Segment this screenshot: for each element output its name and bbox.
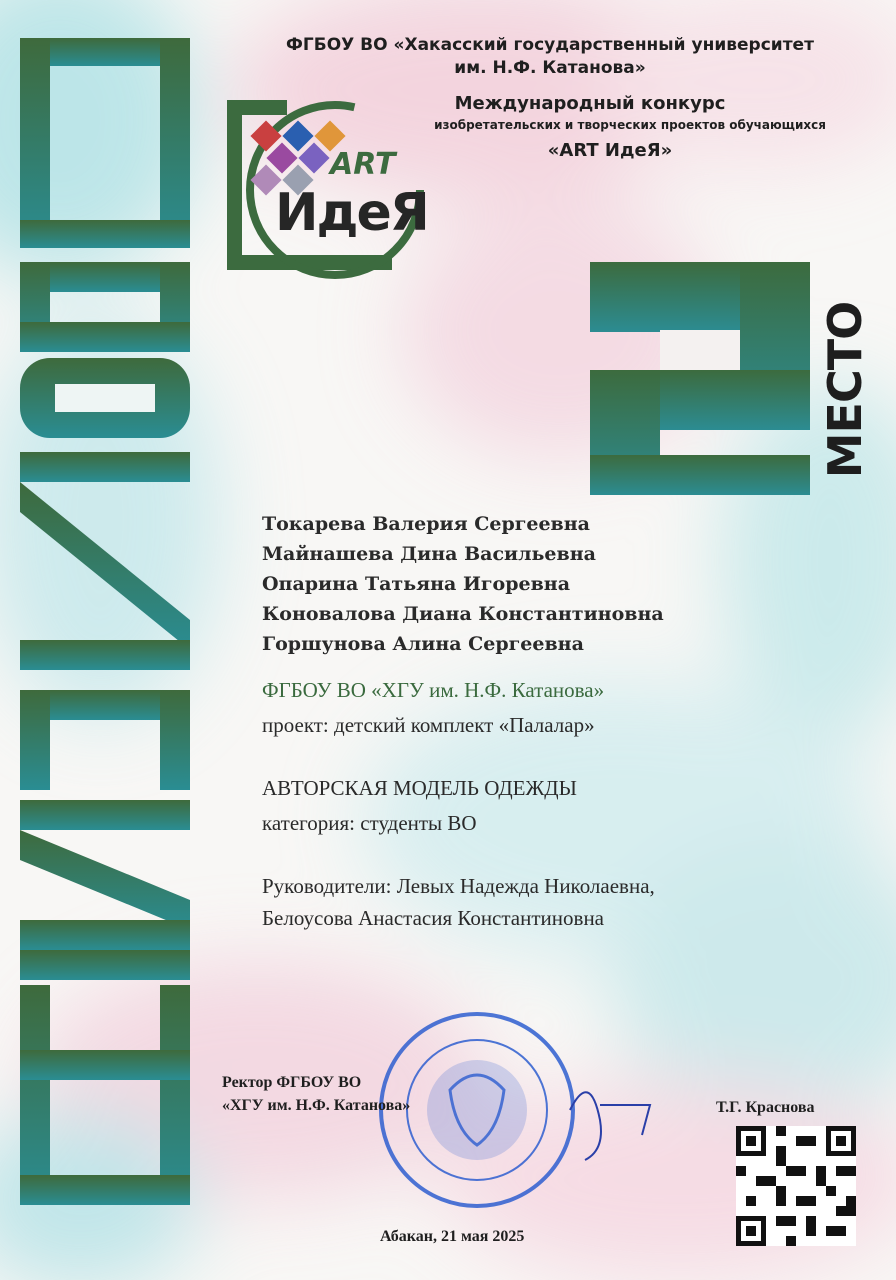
place-number-graphic: [590, 262, 810, 495]
nomination: АВТОРСКАЯ МОДЕЛЬ ОДЕЖДЫ: [262, 776, 577, 800]
participant-name: Коновалова Диана Константиновна: [262, 603, 664, 625]
footer-city-date: Абакан, 21 мая 2025: [380, 1228, 525, 1245]
supervisors-line2: Белоусова Анастасия Константиновна: [262, 906, 604, 930]
contest-subtitle: изобретательских и творческих проектов обучающихся: [434, 118, 826, 132]
organization: ФГБОУ ВО «ХГУ им. Н.Ф. Катанова»: [262, 678, 605, 702]
participant-name: Горшунова Алина Сергеевна: [262, 633, 584, 655]
contest-title: Международный конкурс: [454, 93, 726, 114]
place-word: МЕСТО: [818, 301, 872, 479]
supervisors-line1: Руководители: Левых Надежда Николаевна,: [262, 874, 655, 898]
diploma-word-text: [85, 156, 96, 1056]
rector-title-line2: «ХГУ им. Н.Ф. Катанова»: [222, 1097, 411, 1114]
participant-name: Токарева Валерия Сергеевна: [262, 513, 590, 535]
logo-art-text: ART: [330, 147, 396, 182]
category: категория: студенты ВО: [262, 811, 477, 835]
university-line2: им. Н.Ф. Катанова»: [454, 58, 646, 78]
place-number-text: [660, 330, 665, 341]
art-idea-logo: [215, 95, 450, 280]
contest-name: «ART ИдеЯ»: [547, 140, 673, 161]
university-line1: ФГБОУ ВО «Хакасский государственный университет: [286, 35, 814, 55]
rector-name: Т.Г. Краснова: [716, 1099, 815, 1116]
participant-name: Опарина Татьяна Игоревна: [262, 573, 571, 595]
participants-list: [262, 509, 664, 659]
qr-code[interactable]: [736, 1126, 856, 1246]
rector-title-line1: Ректор ФГБОУ ВО: [222, 1074, 362, 1091]
logo-idea-text: ИдеЯ: [275, 183, 428, 243]
project: проект: детский комплект «Палалар»: [262, 713, 595, 737]
participant-name: Майнашева Дина Васильевна: [262, 543, 596, 565]
